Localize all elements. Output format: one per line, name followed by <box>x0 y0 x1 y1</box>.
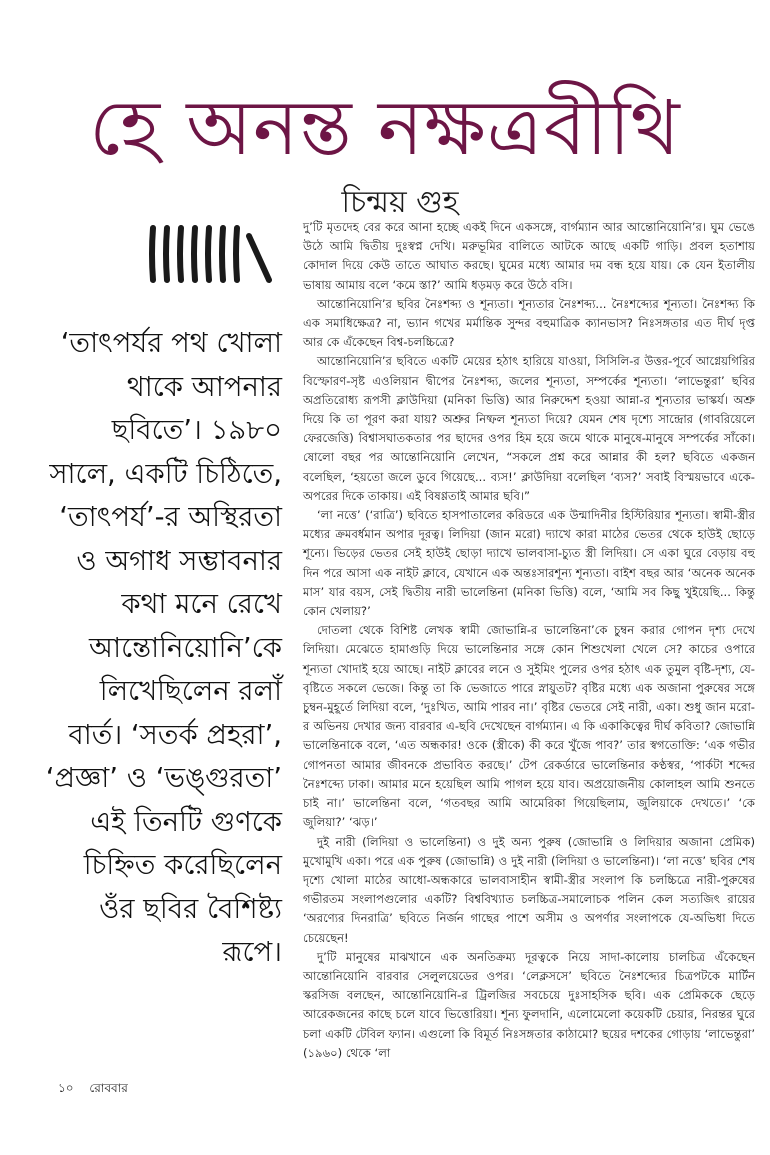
article-paragraph: দু’টি মৃতদেহ বের করে আনা হচ্ছে একই দিনে একসঙ্গে, বার্গম্যান আর আন্তোনিয়োনি’র। ঘুম ভেঙে উঠে আমি দ্বিতীয় দুঃস্বপ্ন দেখি। মরুভূমির বালিতে আটকে আছে একটি গাড়ি। প্রবল হতাশায় কোদাল দিয়ে কেউ তাতে আঘাত করছে। ঘুমের মধ্যে আমার দম বন্ধ হয়ে যায়। কে যেন ইতালীয় ভাষায় আমায় বলে ‘কমে স্তা?’ আমি ধড়মড় করে উঠে বসি। <box>303 220 755 292</box>
page-number: ১০ <box>58 1081 74 1095</box>
author-name: চিন্ময় গুহ <box>341 185 459 220</box>
article-body <box>303 218 755 1063</box>
article-paragraph: দু’টি মানুষের মাঝখানে এক অনতিক্রম্য দূরত্বকে নিয়ে সাদা-কালোয় চালচিত্র এঁকেছেন আন্তোনিয়োনি বারবার সেলুলয়েডের ওপর। ‘লেক্লসসে’ ছবিতে নৈঃশব্দ্যের চিত্রপটকে মার্টিন স্করসিজ বলছেন, আন্তোনিয়োনি-র ট্রিলজির সবচেয়ে দুঃসাহসিক ছবি। এক প্রেমিককে ছেড়ে আরেকজনের কাছে চলে যাবে ভিত্তোরিয়া। শূন্য ফুলদানি, এলোমেলো কয়েকটি চেয়ার, নিরন্তর ঘুরে চলা একটি টেবিল ফ্যান। এগুলো কি বিমূর্ত নিঃসঙ্গতার কাঠামো? ছয়ের দশকের গোড়ায় ‘লাভেন্তুরা’ (১৯৬০) থেকে ‘লা <box>303 949 755 1060</box>
article-paragraph: দোতলা থেকে বিশিষ্ট লেখক স্বামী জোভান্নি-র ভালেন্তিনা’কে চুম্বন করার গোপন দৃশ্য দেখে লিদিয়া। মেঝেতে হামাগুড়ি দিয়ে ভালেন্তিনার সঙ্গে কোন শিশুখেলা খেলে সে? কাচের ওপারে শূন্যতা খোদাই হয়ে আছে। নাইট ক্লাবের লনে ও সুইমিং পুলের ওপর হঠাৎ এক তুমুল বৃষ্টি-দৃশ্য, যে-বৃষ্টিতে সকলে ভেজে। কিন্তু তা কি ভেজাতে পারে স্নায়ুতট? বৃষ্টির মধ্যে এক অজানা পুরুষের সঙ্গে চুম্বন-মুহূর্তে লিদিয়া বলে, ‘দুঃখিত, আমি পারব না।’ বৃষ্টির ভেতরে সেই নারী, একা। শুধু জান মরো-র অভিনয় দেখার জন্য বারবার এ-ছবি দেখেছেন বার্গম্যান। এ কি একাকিত্বের দীর্ঘ কবিতা? জোভান্নি ভালেন্তিনাকে বলে, ‘এত অন্ধকার! ওকে (স্ত্রীকে) কী করে খুঁজে পাব?’ তার স্বগতোক্তি: ‘এক গভীর গোপনতা আমার জীবনকে প্রভাবিত করছে।’ টেপ রেকর্ডারে ভালেন্তিনার কণ্ঠস্বর, ‘পার্কটা শব্দের নৈঃশব্দ্যে ঢাকা। আমার মনে হয়েছিল আমি পাগল হয়ে যাব। অপ্রয়োজনীয় কোলাহল আমি শুনতে চাই না।’ ভালেন্তিনা বলে, ‘গতবছর আমি আমেরিকা গিয়েছিলাম, জুলিয়াকে দেখতে।’ ‘কে জুলিয়া?’ ‘ঝড়।’ <box>303 623 755 830</box>
article-paragraph: ‘লা নত্তে’ (‘রাত্রি’) ছবিতে হাসপাতালের করিডরে এক উন্মাদিনীর হিস্টিরিয়ার শূন্যতা। স্বামী-স্ত্রীর মধ্যের ক্রমবর্ধমান অপার দূরত্ব। লিদিয়া (জান মরো) দ্যাখে কারা মাঠের ভেতর থেকে হাউই ছোড়ে শূন্যে। ভিড়ের ভেতর সেই হাউই ছোড়া দ্যাখে ভালবাসা-চ্যুত স্ত্রী লিদিয়া। সে একা ঘুরে বেড়ায় বহু দিন পরে আসা এক নাইট ক্লাবে, যেখানে এক অন্তঃসারশূন্য শূন্যতা। বাইশ বছর আর ‘অনেক অনেক মাস’ যার বয়স, সেই দ্বিতীয় নারী ভালেন্তিনা (মনিকা ভিত্তি) বলে, ‘আমি সব কিছু খুইয়েছি... কিন্তু কোন খেলায়?’ <box>303 508 755 619</box>
pull-quote: ‘তাৎপর্যর পথ খোলা থাকে আপনার ছবিতে’। ১৯৮০ সালে, একটি চিঠিতে, ‘তাৎপর্য’-র অস্থিরতা ও অগাধ সম্ভাবনার কথা মনে রেখে আন্তোনিয়োনি’কে লিখেছিলেন রলাঁ বার্ত। ‘সতর্ক প্রহরা’, ‘প্রজ্ঞা’ ও ‘ভঙ্গুরতা’ এই তিনটি গুণকে চিহ্নিত করেছিলেন ওঁর ছবির বৈশিষ্ট্য রূপে। <box>45 327 282 968</box>
article-paragraph: আন্তোনিয়োনি’র ছবির নৈঃশব্দ্য ও শূন্যতা। শূন্যতার নৈঃশব্দ্য... নৈঃশব্দ্যের শূন্যতা। নৈঃশব্দ্য কি এক সমাধিক্ষেত্র? না, ভ্যান গখের মর্মান্তিক সুন্দর বহুমাত্রিক ক্যানভাস? নিঃসঙ্গতার এত দীর্ঘ দৃপ্ত আর কে এঁকেছেন বিশ্ব-চলচ্চিত্রে? <box>303 296 755 350</box>
article-title: হে অনন্ত নক্ষত্রবীথি <box>89 83 681 172</box>
tally-marks-graphic <box>145 222 275 286</box>
page-footer <box>58 1080 140 1100</box>
article-paragraph: দুই নারী (লিদিয়া ও ভালেন্তিনা) ও দুই অন্য পুরুষ (জোভান্নি ও লিদিয়ার অজানা প্রেমিক) মুখোমুখি একা। পরে এক পুরুষ (জোভান্নি) ও দুই নারী (লিদিয়া ও ভালেন্তিনা)। ‘লা নত্তে’ ছবির শেষ দৃশ্যে খোলা মাঠের আধো-অন্ধকারে ভালবাসাহীন স্বামী-স্ত্রীর সংলাপ কি চলচ্চিত্রে নারী-পুরুষের গভীরতম সংলাপগুলোর একটি? বিশ্ববিখ্যাত চলচ্চিত্র-সমালোচক পলিন কেল সত্যজিৎ রায়ের ‘অরণ্যের দিনরাত্রি’ ছবিতে নির্জন গাছের পাশে অসীম ও অপর্ণার সংলাপকে যে-অভিধা দিতে চেয়েছেন! <box>303 834 755 945</box>
article-paragraph: আন্তোনিয়োনি’র ছবিতে একটি মেয়ের হঠাৎ হারিয়ে যাওয়া, সিসিলি-র উত্তর-পূর্বে আগ্নেয়গিরির বিস্ফোরণ-সৃষ্ট এওলিয়ান দ্বীপের নৈঃশব্দ্য, জলের শূন্যতা, সম্পর্কের শূন্যতা। ‘লাভেন্তুরা’ ছবির অপ্রতিরোধ্য রূপসী ক্লাউদিয়া (মনিকা ভিত্তি) আর নিরুদ্দেশ হওয়া আন্না-র শূন্যতার ভাস্কর্য। অশ্রু দিয়ে কি তা পূরণ করা যায়? অশ্রুর নিষ্ফল শূন্যতা দিয়ে? যেমন শেষ দৃশ্যে সান্দ্রোর (গাবরিয়েলে ফেরজেত্তি) বিশ্বাসঘাতকতার পর ছাদের ওপর হিম হয়ে জমে থাকে মানুষে-মানুষে সম্পর্কের সাঁকো। ষোলো বছর পর আন্তোনিয়োনি লেখেন, “সকলে প্রশ্ন করে আন্নার কী হল? ছবিতে একজন বলেছিল, ‘হয়তো জলে ডুবে গিয়েছে... ব্যস!’ ক্লাউদিয়া বলেছিল ‘ব্যস?’ সবাই বিস্ময়ভাবে একে-অপরের দিকে তাকায়। এই বিষণ্ণতাই আমার ছবি।” <box>303 354 755 503</box>
magazine-name: রোববার <box>89 1081 128 1095</box>
